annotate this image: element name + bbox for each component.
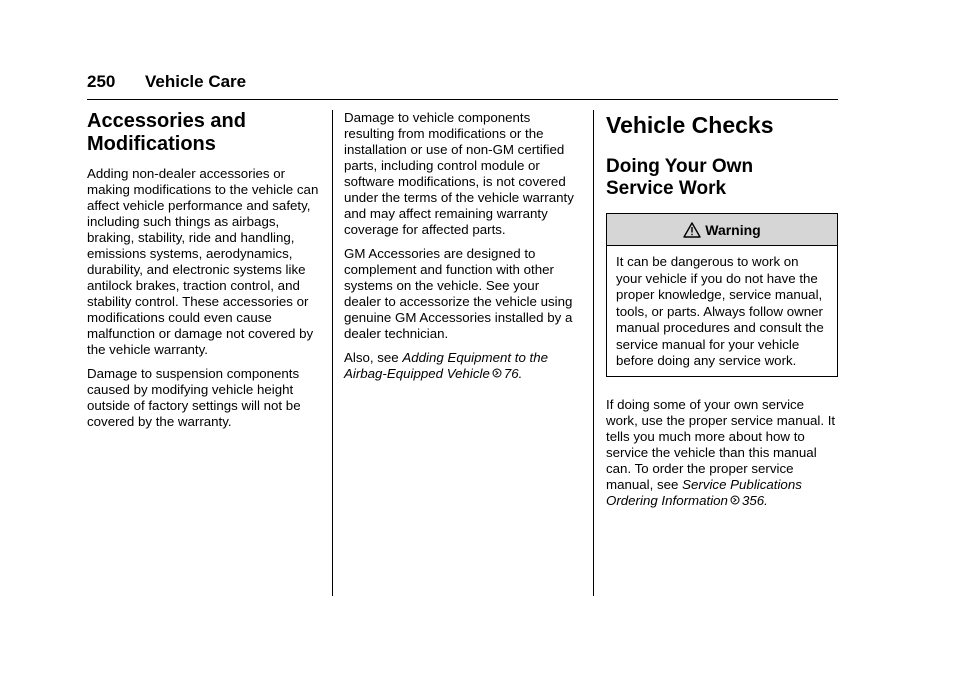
service-publications-link[interactable]: Service Publications Ordering Information (606, 476, 802, 508)
accessories-heading-line2: Modifications (87, 133, 216, 155)
page-number: 250 (87, 72, 116, 91)
column-divider (593, 110, 594, 596)
service-work-heading-line2: Service Work (606, 178, 727, 199)
warning-header (607, 214, 837, 246)
accessories-paragraph-4: GM Accessories are designed to complement and function with other systems on the vehicle. See your dealer to accessorize the vehicle using genuine GM Accessories installed by a dealer technician. (344, 246, 573, 341)
section-title: Vehicle Care (145, 72, 247, 91)
column-divider (332, 110, 333, 596)
airbag-equipment-link[interactable]: Adding Equipment to the Airbag-Equipped Vehicle (344, 350, 549, 381)
page-ref-icon (492, 368, 502, 378)
airbag-equipment-page[interactable]: 76 (503, 366, 519, 381)
vehicle-checks-heading: Vehicle Checks (606, 112, 774, 138)
column-left (87, 110, 323, 438)
see-also-prefix: Also, see (344, 350, 403, 365)
accessories-heading (87, 110, 323, 156)
accessories-paragraph-5 (344, 350, 578, 382)
service-work-suffix: . (764, 492, 768, 508)
warning-triangle-icon (683, 222, 701, 238)
service-work-heading (606, 156, 838, 200)
column-right (606, 110, 838, 517)
warning-box (606, 213, 838, 377)
accessories-paragraph-3: Damage to vehicle components resulting from modifications or the installation or use of non-GM certified parts, including control module or software modifications, is not covered under the terms of the vehicle warranty and may affect remaining warranty coverage for affected parts. (344, 110, 574, 237)
column-middle (344, 110, 578, 390)
service-work-paragraph (606, 397, 838, 509)
page-ref-icon (730, 495, 740, 505)
page-header (87, 72, 838, 100)
accessories-paragraph-1: Adding non-dealer accessories or making modifications to the vehicle can affect vehicle performance and safety, including such things as airbags, braking, stability, ride and handling, emissions systems, aerodynamics, durability, and electronic systems like antilock brakes, traction control, and stability control. These accessories or modifications could even cause malfunction or damage not covered by the vehicle warranty. (87, 166, 319, 357)
accessories-paragraph-2: Damage to suspension components caused by modifying vehicle height outside of factory settings will not be covered by the warranty. (87, 366, 301, 429)
accessories-heading-line1: Accessories and (87, 110, 246, 132)
warning-label: Warning (705, 221, 761, 238)
service-work-text: If doing some of your own service work, use the proper service manual. It tells you much more about how to service the vehicle than this manual can. To order the proper service manual, see (606, 396, 836, 492)
see-also-suffix: . (518, 366, 523, 381)
service-work-heading-line1: Doing Your Own (606, 156, 754, 177)
warning-text: It can be dangerous to work on your vehicle if you do not have the proper knowledge, service manual, tools, or parts. Always follow owner manual procedures and consult the service manual for your vehicle before doing any service work. (616, 254, 824, 368)
service-publications-page[interactable]: 356 (741, 492, 765, 508)
